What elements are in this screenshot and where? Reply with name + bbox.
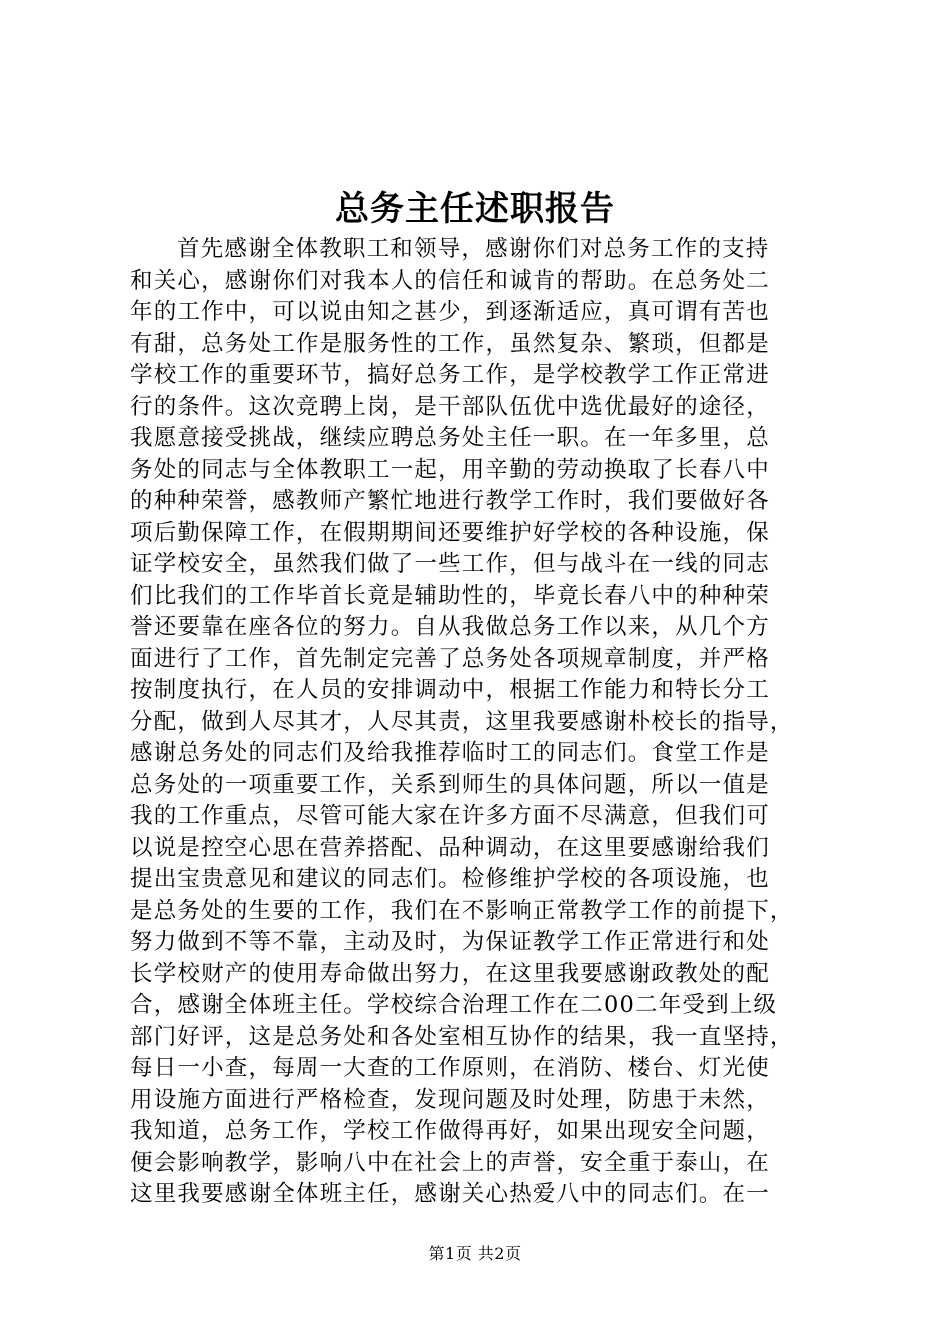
- page-footer: [0, 1243, 950, 1265]
- body-line: 和关心，感谢你们对我本人的信任和诚肯的帮助。在总务处二: [130, 267, 770, 294]
- body-line: 以说是控空心思在营养搭配、品种调动，在这里要感谢给我们: [130, 834, 770, 861]
- body-line: 有甜，总务处工作是服务性的工作，虽然复杂、繁琐，但都是: [130, 330, 770, 357]
- body-line: 学校工作的重要环节，搞好总务工作，是学校教学工作正常进: [130, 362, 770, 388]
- body-line: 誉还要靠在座各位的努力。自从我做总务工作以来，从几个方: [130, 614, 770, 640]
- body-line: 按制度执行，在人员的安排调动中，根据工作能力和特长分工: [130, 677, 770, 703]
- body-line: 面进行了工作，首先制定完善了总务处各项规章制度，并严格: [130, 645, 770, 672]
- body-line: 是总务处的生要的工作，我们在不影响正常教学工作的前提下，: [130, 897, 794, 924]
- body-line: 感谢总务处的同志们及给我推荐临时工的同志们。食堂工作是: [130, 740, 770, 766]
- body-line: 长学校财产的使用寿命做出努力，在这里我要感谢政教处的配: [130, 960, 770, 987]
- body-line: 总务处的一项重要工作，关系到师生的具体问题，所以一值是: [130, 771, 770, 798]
- body-line: 首先感谢全体教职工和领导，感谢你们对总务工作的支持: [177, 236, 770, 262]
- body-line: 用设施方面进行严格检查，发现问题及时处理，防患于未然，: [130, 1086, 770, 1113]
- body-line: 项后勤保障工作，在假期期间还要维护好学校的各种设施，保: [130, 519, 770, 546]
- body-line: 我知道，总务工作，学校工作做得再好，如果出现安全问题，: [130, 1118, 770, 1144]
- body-line: 证学校安全，虽然我们做了一些工作，但与战斗在一线的同志: [130, 551, 770, 577]
- body-line: 努力做到不等不靠，主动及时，为保证教学工作正常进行和处: [130, 929, 770, 955]
- body-line: 的种种荣誉，感教师产繁忙地进行教学工作时，我们要做好各: [130, 488, 770, 514]
- document-title: 总务主任述职报告: [335, 189, 615, 229]
- page-indicator: 第1页 共2页: [428, 1244, 522, 1263]
- body-line: 便会影响教学，影响八中在社会上的声誉，安全重于泰山，在: [130, 1149, 770, 1176]
- body-line: 行的条件。这次竞聘上岗，是干部队伍优中选优最好的途径，: [130, 393, 770, 420]
- body-line: 每日一小查，每周一大查的工作原则，在消防、楼台、灯光使: [130, 1055, 770, 1081]
- body-line: 提出宝贵意见和建议的同志们。检修维护学校的各项设施，也: [130, 866, 770, 892]
- body-line: 我愿意接受挑战，继续应聘总务处主任一职。在一年多里，总: [130, 425, 770, 451]
- body-line: 们比我们的工作毕首长竟是辅助性的，毕竟长春八中的种种荣: [130, 582, 770, 609]
- body-line: 这里我要感谢全体班主任，感谢关心热爱八中的同志们。在一: [130, 1181, 770, 1207]
- document-body: [130, 234, 840, 1211]
- body-line: 部门好评，这是总务处和各处室相互协作的结果，我一直坚持，: [130, 1023, 794, 1050]
- body-line: 分配，做到人尽其才，人尽其责，这里我要感谢朴校长的指导，: [130, 708, 794, 735]
- body-line: 年的工作中，可以说由知之甚少，到逐渐适应，真可谓有苦也: [130, 299, 770, 325]
- body-line: 我的工作重点，尽管可能大家在许多方面不尽满意，但我们可: [130, 803, 770, 829]
- body-line: 务处的同志与全体教职工一起，用辛勤的劳动换取了长春八中: [130, 456, 770, 483]
- body-line: 合，感谢全体班主任。学校综合治理工作在二00二年受到上级: [130, 992, 778, 1018]
